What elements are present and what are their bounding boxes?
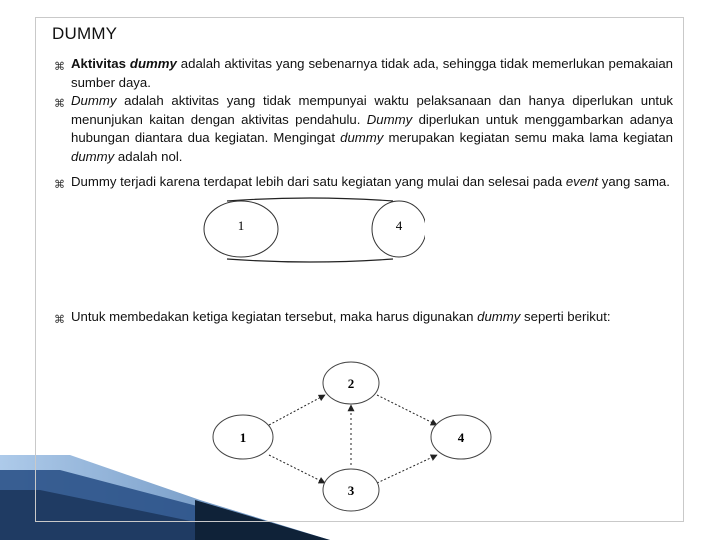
paragraph-4 [71, 308, 673, 327]
para1-lead-italic: dummy [129, 56, 177, 71]
para3-text: Dummy terjadi karena terdapat lebih dari satu kegiatan yang mulai dan selesai pada [71, 174, 566, 189]
para4-text: Untuk membedakan ketiga kegiatan tersebut, maka harus digunakan [71, 309, 478, 324]
para4-text: seperti berikut: [520, 309, 611, 324]
para2-text: merupakan kegiatan semu maka lama kegiatan [383, 130, 673, 145]
activity-arrow [377, 455, 437, 483]
slide-title: DUMMY [52, 24, 118, 43]
node-label: 2 [347, 376, 355, 391]
paragraph-2 [71, 92, 673, 166]
node-label: 4 [395, 218, 403, 233]
bullet-icon: ⌘ [54, 60, 65, 73]
para2-text: adalah aktivitas yang tidak mempunyai waktu pelaksanaan dan hanya diperlukan untuk menunjukan kaitan dengan aktivitas pendahulu. [71, 93, 673, 127]
diagram-dummy-network [205, 355, 515, 515]
para2-text: adalah nol. [114, 148, 183, 164]
activity-arrow [377, 395, 437, 425]
activity-arrow [269, 455, 325, 483]
activity-arc-bottom [227, 259, 393, 262]
node-label: 3 [347, 483, 355, 498]
paragraph-1 [71, 55, 673, 92]
node-label: 1 [237, 218, 245, 233]
activity-arc-top [227, 198, 393, 201]
para2-italic: dummy [71, 148, 115, 164]
para2-text: diperlukan untuk menggambarkan adanya hubungan diantara dua kegiatan. Mengingat [71, 111, 673, 145]
para2-italic: Dummy [366, 111, 413, 127]
bullet-icon: ⌘ [54, 97, 65, 110]
paragraph-3 [71, 173, 673, 192]
para4-italic: dummy [477, 309, 521, 324]
bullet-icon: ⌘ [54, 313, 65, 326]
bullet-icon: ⌘ [54, 178, 65, 191]
para1-lead: Aktivitas [71, 56, 130, 71]
activity-arrow [269, 395, 325, 425]
para1-text: adalah aktivitas yang sebenarnya tidak ada, sehingga tidak memerlukan pemakaian sumber daya. [71, 56, 673, 90]
para3-text: yang sama. [598, 174, 670, 189]
para2-italic: dummy [340, 130, 384, 145]
diagram-parallel-activities [195, 195, 425, 265]
para2-italic: Dummy [71, 93, 117, 108]
node-label: 1 [239, 430, 247, 445]
node-label: 4 [457, 430, 465, 445]
para3-italic: event [565, 174, 599, 189]
